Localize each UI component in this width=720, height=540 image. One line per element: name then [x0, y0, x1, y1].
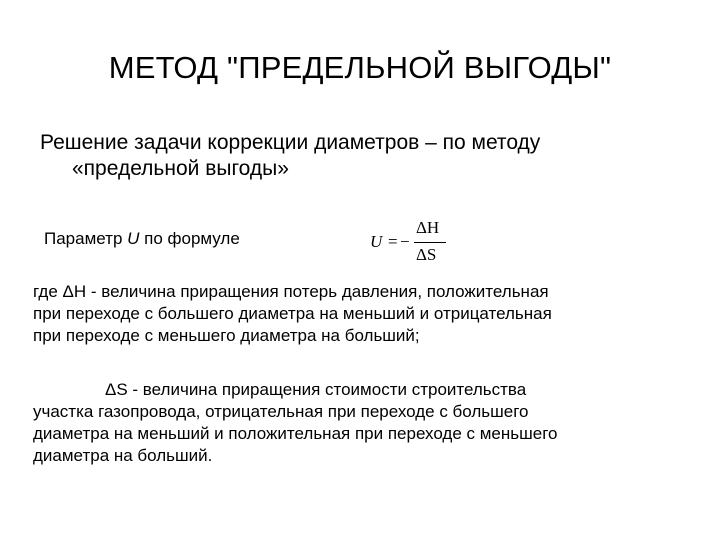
slide-title: МЕТОД "ПРЕДЕЛЬНОЙ ВЫГОДЫ"	[108, 50, 612, 85]
formula-equals: =	[388, 232, 398, 251]
paragraph-delta-s	[33, 379, 693, 467]
paragraph-line: участка газопровода, отрицательная при переходе с большего	[33, 402, 529, 421]
paragraph-line-rest: - величина приращения стоимости строительства	[127, 380, 527, 399]
lead-line-2: «предельной выгоды»	[72, 157, 289, 180]
paragraph-line: диаметра на меньший и положительная при переходе с меньшего	[33, 424, 558, 443]
parameter-variable: U	[127, 229, 140, 248]
paragraph-line: где ΔН - величина приращения потерь давления, положительная	[33, 282, 549, 301]
fraction-bar	[414, 242, 446, 243]
paragraph-line: при переходе с большего диаметра на меньший и отрицательная	[33, 304, 552, 323]
formula-numerator: ΔH	[416, 218, 440, 237]
formula-minus: −	[400, 232, 410, 251]
parameter-suffix: по формуле	[139, 229, 240, 248]
parameter-label	[44, 228, 240, 250]
paragraph-line: диаметра на больший.	[33, 446, 213, 465]
lead-text	[40, 130, 680, 182]
parameter-prefix: Параметр	[44, 229, 128, 248]
paragraph-line: при переходе с меньшего диаметра на больший;	[33, 326, 420, 345]
delta-s-symbol: ΔS	[105, 380, 128, 399]
paragraph-delta-h	[33, 281, 693, 347]
paragraph-first-line	[33, 379, 693, 401]
formula	[370, 216, 460, 272]
formula-lhs: U	[370, 232, 383, 251]
formula-denominator: ΔS	[416, 245, 437, 264]
lead-line-1: Решение задачи коррекции диаметров – по методу	[40, 131, 541, 154]
